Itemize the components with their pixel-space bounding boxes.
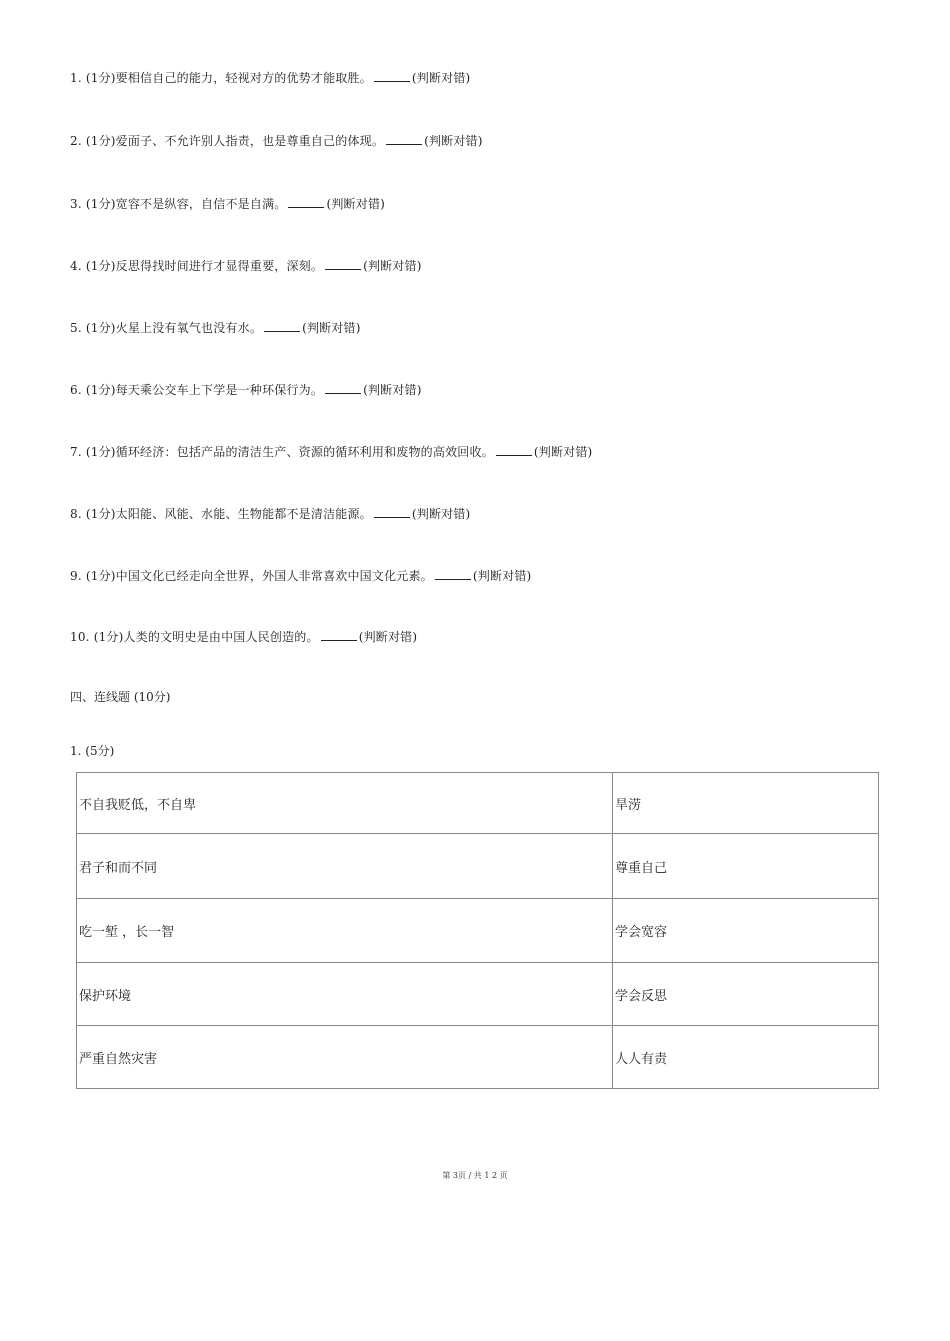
sub-question-title: 1. (5分) bbox=[70, 744, 115, 758]
answer-blank[interactable] bbox=[374, 507, 410, 518]
table-row bbox=[77, 773, 879, 834]
question-8: 8. (1分)太阳能、风能、水能、生物能都不是清洁能源。 (判断对错) bbox=[70, 507, 471, 521]
match-right-item[interactable]: 尊重自己 bbox=[613, 834, 879, 899]
match-left-item[interactable]: 君子和而不同 bbox=[77, 834, 613, 899]
answer-blank[interactable] bbox=[288, 197, 324, 208]
question-5: 5. (1分)火星上没有氧气也没有水。 (判断对错) bbox=[70, 321, 361, 335]
table-row bbox=[77, 834, 879, 899]
question-10: 10. (1分)人类的文明史是由中国人民创造的。 (判断对错) bbox=[70, 630, 418, 644]
question-2: 2. (1分)爱面子、不允许别人指责，也是尊重自己的体现。 (判断对错) bbox=[70, 134, 483, 148]
question-4: 4. (1分)反思得找时间进行才显得重要，深刻。 (判断对错) bbox=[70, 259, 422, 273]
table-row bbox=[77, 963, 879, 1026]
match-right-item[interactable]: 学会反思 bbox=[613, 963, 879, 1026]
table-row bbox=[77, 1026, 879, 1089]
answer-blank[interactable] bbox=[435, 569, 471, 580]
page-number: 第 3页 / 共 1 2 页 bbox=[442, 1171, 508, 1180]
answer-blank[interactable] bbox=[325, 259, 361, 270]
match-right-item[interactable]: 旱涝 bbox=[613, 773, 879, 834]
matching-table bbox=[76, 772, 879, 1089]
table-row bbox=[77, 899, 879, 963]
answer-blank[interactable] bbox=[386, 134, 422, 145]
match-left-item[interactable]: 保护环境 bbox=[77, 963, 613, 1026]
answer-blank[interactable] bbox=[321, 630, 357, 641]
match-left-item[interactable]: 严重自然灾害 bbox=[77, 1026, 613, 1089]
match-right-item[interactable]: 学会宽容 bbox=[613, 899, 879, 963]
question-1: 1. (1分)要相信自己的能力，轻视对方的优势才能取胜。 (判断对错) bbox=[70, 71, 471, 85]
match-left-item[interactable]: 吃一堑 ，长一智 bbox=[77, 899, 613, 963]
question-7: 7. (1分)循环经济：包括产品的清洁生产、资源的循环利用和废物的高效回收。 (判断对错) bbox=[70, 445, 593, 459]
answer-blank[interactable] bbox=[374, 71, 410, 82]
match-left-item[interactable]: 不自我贬低，不自卑 bbox=[77, 773, 613, 834]
question-9: 9. (1分)中国文化已经走向全世界，外国人非常喜欢中国文化元素。 (判断对错) bbox=[70, 569, 532, 583]
answer-blank[interactable] bbox=[496, 445, 532, 456]
answer-blank[interactable] bbox=[325, 383, 361, 394]
section-title: 四、连线题 (10分) bbox=[70, 690, 171, 704]
match-right-item[interactable]: 人人有责 bbox=[613, 1026, 879, 1089]
question-3: 3. (1分)宽容不是纵容，自信不是自满。 (判断对错) bbox=[70, 197, 386, 211]
question-6: 6. (1分)每天乘公交车上下学是一种环保行为。 (判断对错) bbox=[70, 383, 422, 397]
answer-blank[interactable] bbox=[264, 321, 300, 332]
